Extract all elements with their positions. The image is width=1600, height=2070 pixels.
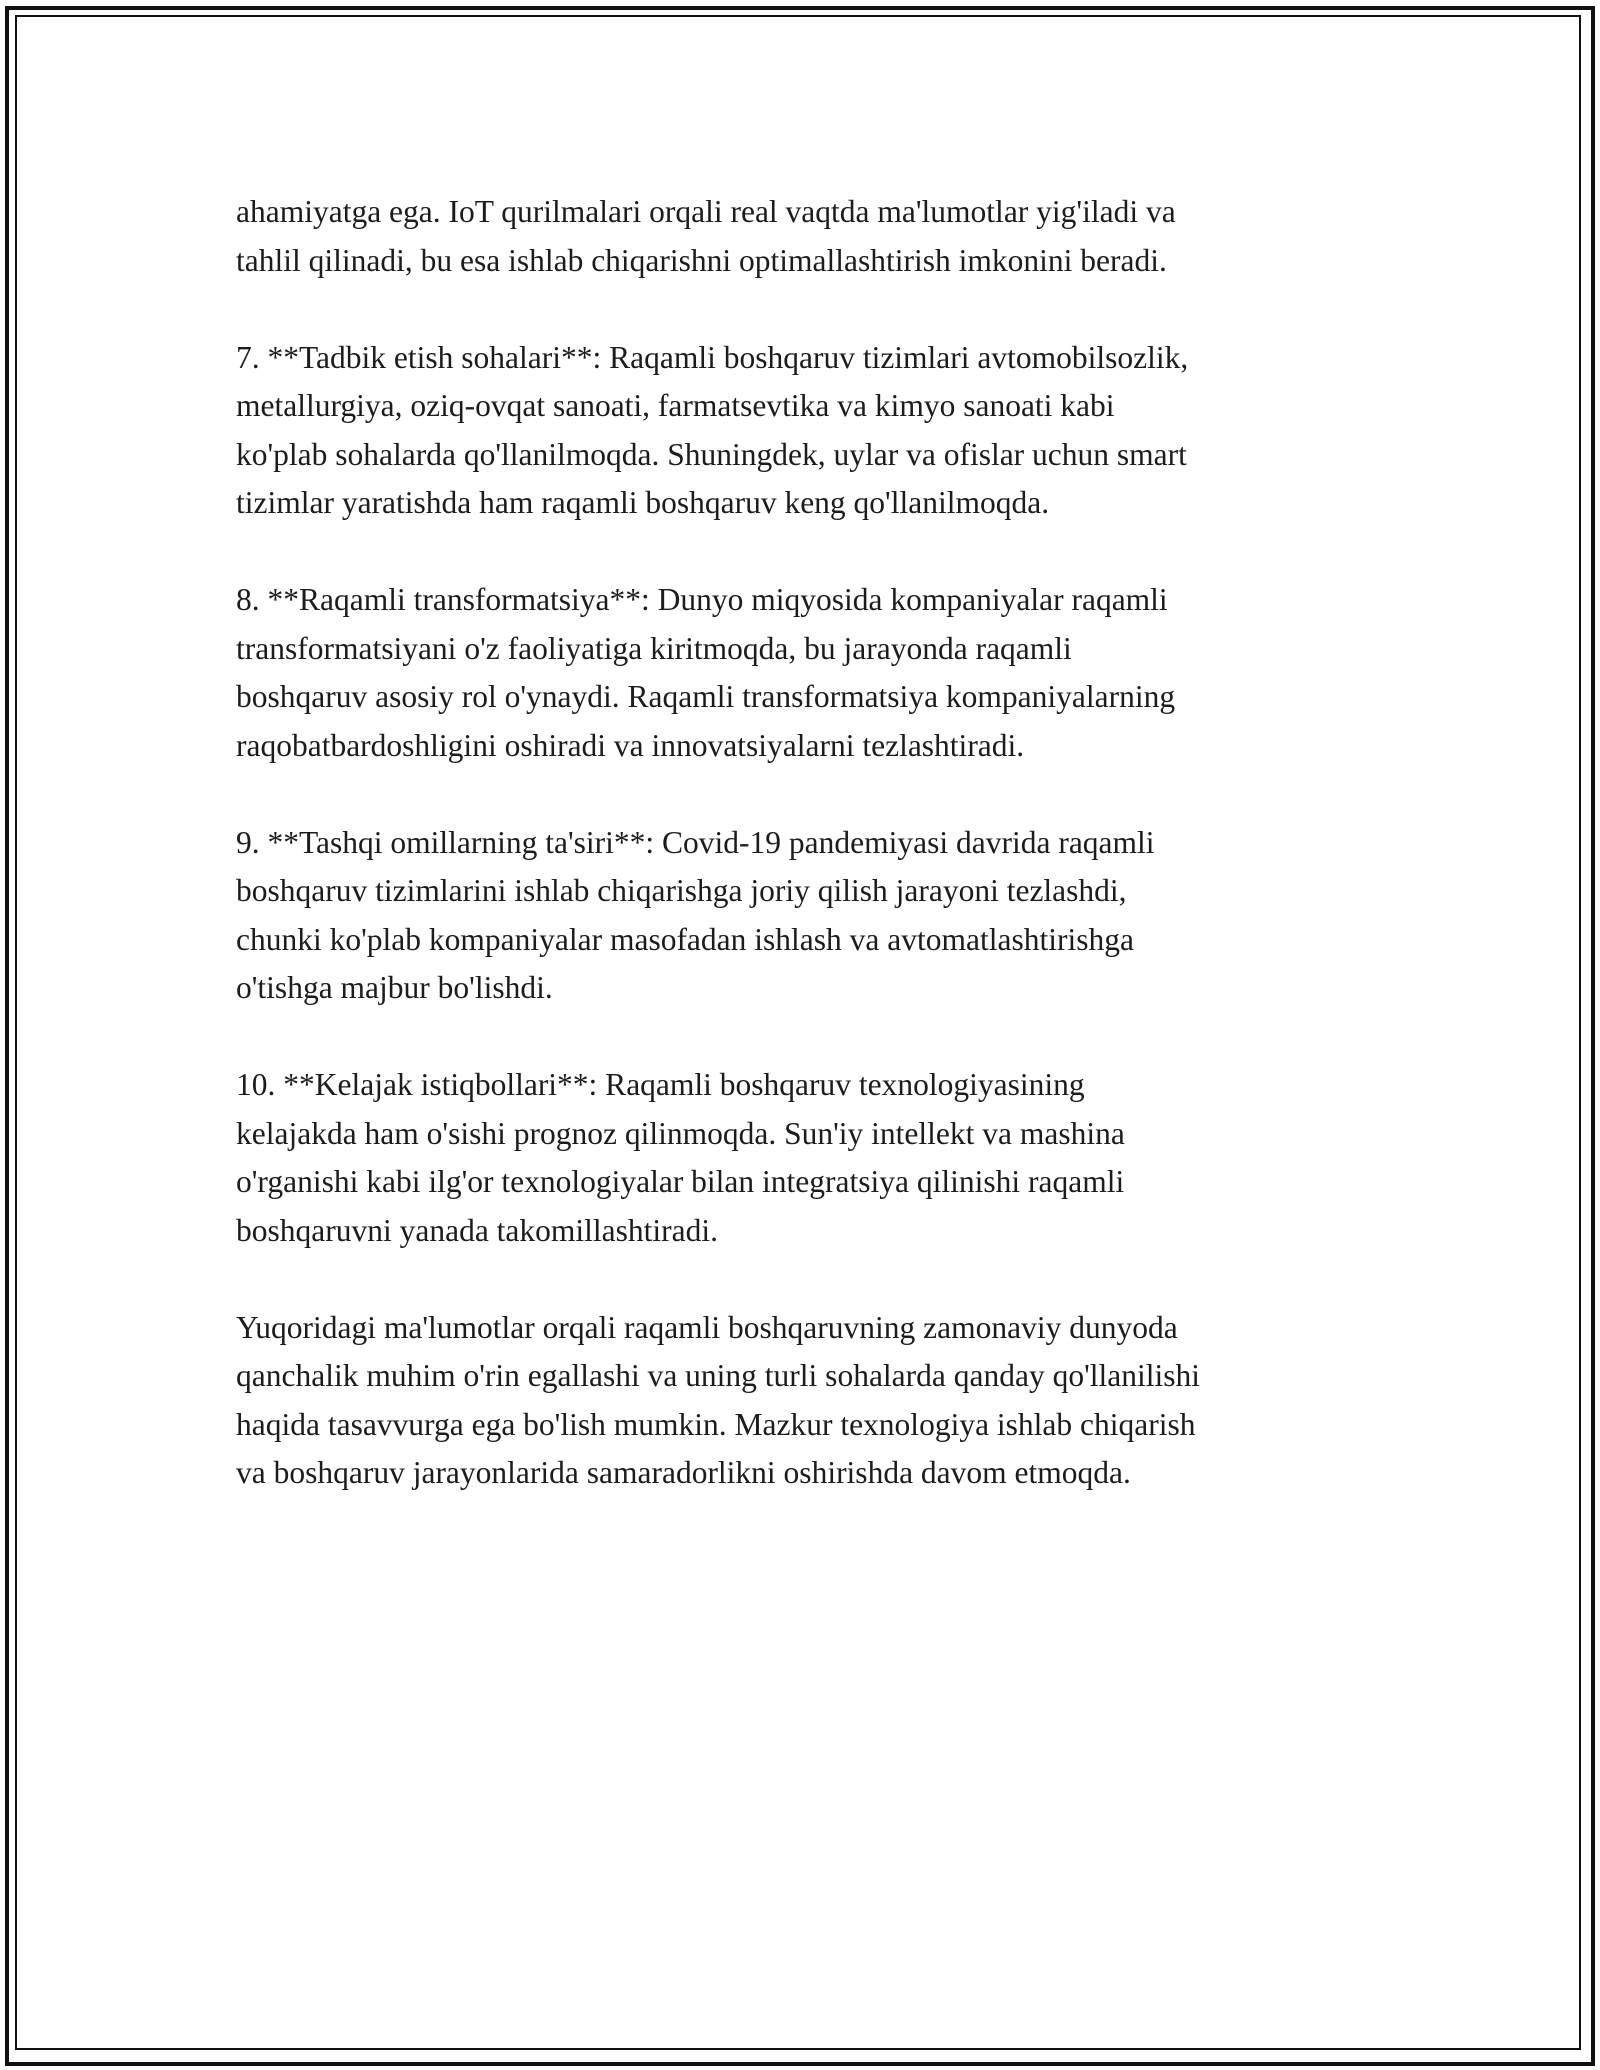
text-line: raqobatbardoshligini oshiradi va innovatsiyalarni tezlashtiradi.	[236, 727, 1025, 763]
text-line: 8. **Raqamli transformatsiya**: Dunyo miqyosida kompaniyalar raqamli	[236, 582, 1168, 617]
text-line: boshqaruvni yanada takomillashtiradi.	[236, 1212, 719, 1248]
text-line: o'rganishi kabi ilg'or texnologiyalar bilan integratsiya qilinishi raqamli	[236, 1164, 1125, 1199]
text-line: 7. **Tadbik etish sohalari**: Raqamli boshqaruv tizimlari avtomobilsozlik,	[236, 339, 1189, 375]
text-line: tahlil qilinadi, bu esa ishlab chiqarishni optimallashtirish imkonini beradi.	[236, 242, 1167, 278]
text-line: transformatsiyani o'z faoliyatiga kiritmoqda, bu jarayonda raqamli	[236, 630, 1072, 666]
text-line: 10. **Kelajak istiqbollari**: Raqamli boshqaruv texnologiyasining	[236, 1067, 1085, 1102]
text-line: ko'plab sohalarda qo'llanilmoqda. Shuningdek, uylar va ofislar uchun smart	[236, 436, 1187, 472]
paragraph-item-10	[236, 1061, 1406, 1255]
text-line: boshqaruv asosiy rol o'ynaydi. Raqamli transformatsiya kompaniyalarning	[236, 679, 1176, 714]
text-line: Yuqoridagi ma'lumotlar orqali raqamli boshqaruvning zamonaviy dunyoda	[236, 1309, 1178, 1345]
paragraph-item-8	[236, 576, 1406, 770]
paragraph-item-9	[236, 819, 1406, 1013]
text-line: o'tishga majbur bo'lishdi.	[236, 970, 553, 1005]
text-line: haqida tasavvurga ega bo'lish mumkin. Mazkur texnologiya ishlab chiqarish	[236, 1406, 1196, 1442]
paragraph-conclusion	[236, 1304, 1406, 1498]
paragraph-item-7	[236, 334, 1406, 528]
text-line: metallurgiya, oziq-ovqat sanoati, farmatsevtika va kimyo sanoati kabi	[236, 388, 1115, 423]
text-line: tizimlar yaratishda ham raqamli boshqaruv keng qo'llanilmoqda.	[236, 485, 1050, 520]
paragraph-iot-continuation	[236, 188, 1406, 285]
document-body	[236, 188, 1406, 1546]
text-line: qanchalik muhim o'rin egallashi va uning turli sohalarda qanday qo'llanilishi	[236, 1358, 1201, 1393]
text-line: chunki ko'plab kompaniyalar masofadan ishlash va avtomatlashtirishga	[236, 921, 1134, 957]
text-line: 9. **Tashqi omillarning ta'siri**: Covid-19 pandemiyasi davrida raqamli	[236, 824, 1155, 860]
text-line: boshqaruv tizimlarini ishlab chiqarishga joriy qilish jarayoni tezlashdi,	[236, 873, 1127, 908]
text-line: ahamiyatga ega. IoT qurilmalari orqali real vaqtda ma'lumotlar yig'iladi va	[236, 194, 1176, 229]
text-line: va boshqaruv jarayonlarida samaradorlikni oshirishda davom etmoqda.	[236, 1455, 1131, 1490]
text-line: kelajakda ham o'sishi prognoz qilinmoqda. Sun'iy intellekt va mashina	[236, 1115, 1125, 1151]
